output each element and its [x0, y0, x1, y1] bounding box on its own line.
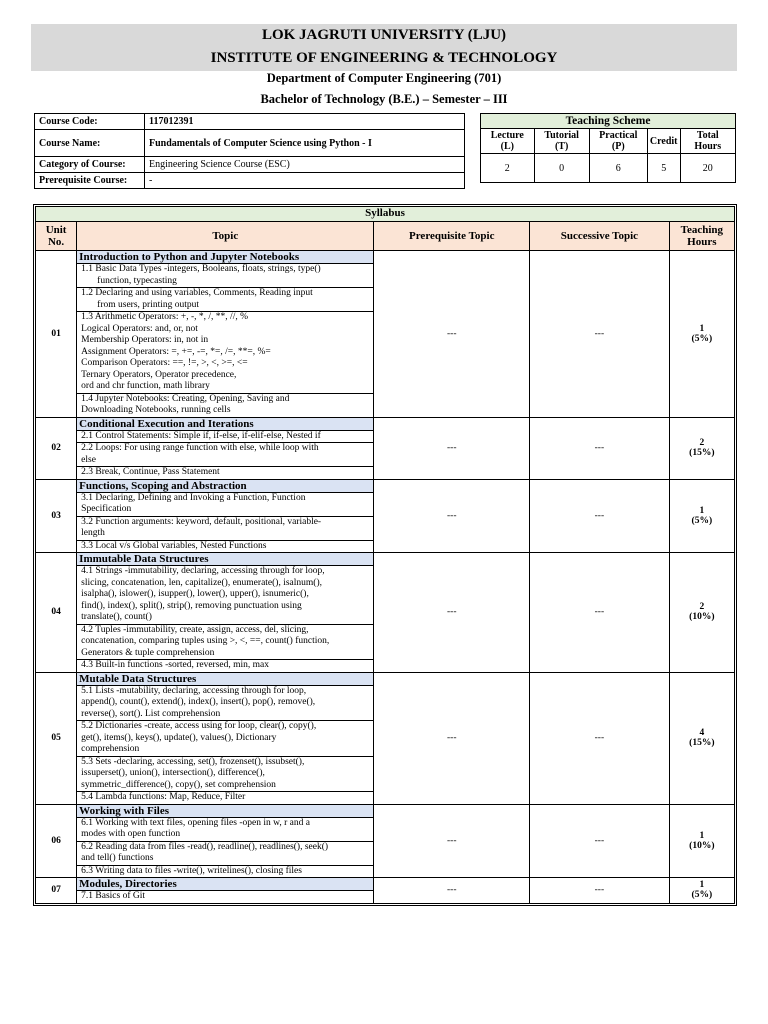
teaching-hours-value: 4	[699, 728, 705, 738]
topic-line: Ternary Operators, Operator precedence,	[81, 369, 237, 380]
syllabus-table	[35, 206, 735, 904]
topic-line: Downloading Notebooks, running cells	[81, 405, 231, 415]
total-hours-value: 20	[680, 154, 735, 183]
topic-line: 4.3 Built-in functions -sorted, reversed, min, max	[81, 660, 270, 670]
tutorial-header: Tutorial (T)	[534, 129, 589, 154]
unit-header-row	[36, 553, 735, 566]
topic-line: 5.1 Lists -mutability, declaring, accessing through for loop,	[81, 685, 307, 696]
syllabus-section	[33, 204, 737, 906]
topic-line: 3.3 Local v/s Global variables, Nested Functions	[81, 540, 267, 551]
unit-number: 02	[36, 417, 77, 479]
successive-topic: ---	[530, 251, 670, 418]
credit-value: 5	[647, 154, 680, 183]
topic-line: translate(), count()	[81, 612, 152, 622]
teaching-hours-value: 1	[699, 505, 705, 516]
topic-line: issuperset(), union(), intersection(), difference(),	[81, 768, 265, 778]
unit-title: Modules, Directories	[77, 878, 374, 891]
successive-topic: ---	[530, 672, 670, 804]
practical-header: Practical (P)	[589, 129, 647, 154]
topic-line: 4.2 Tuples -immutability, create, assign, access, del, slicing,	[81, 624, 309, 635]
teaching-scheme-table	[480, 113, 736, 183]
topic-line: and tell() functions	[81, 853, 154, 863]
topic-line: concatenation, comparing tuples using >, <, ==, count() function,	[81, 636, 330, 646]
course-category-value: Engineering Science Course (ESC)	[145, 157, 465, 173]
unit-header-row	[36, 251, 735, 264]
teaching-hours	[669, 878, 734, 904]
topic-cell	[77, 540, 374, 553]
teaching-hours	[669, 804, 734, 878]
successive-topic: ---	[530, 878, 670, 904]
unit-title: Mutable Data Structures	[77, 672, 374, 685]
prerequisite-topic: ---	[374, 804, 530, 878]
topic-line: 1.3 Arithmetic Operators: +, -, *, /, **, //, %	[81, 312, 249, 322]
topic-line: Membership Operators: in, not in	[81, 335, 209, 345]
tutorial-value: 0	[534, 154, 589, 183]
unit-header-row	[36, 479, 735, 492]
unit-header-row	[36, 804, 735, 817]
unit-title: Functions, Scoping and Abstraction	[77, 479, 374, 492]
course-name-label: Course Name:	[35, 130, 145, 157]
topic-cell	[77, 660, 374, 673]
topic-cell	[77, 467, 374, 480]
topic-line: function, typecasting	[97, 275, 177, 286]
topic-line: Logical Operators: and, or, not	[81, 323, 198, 334]
prerequisite-topic-header: Prerequisite Topic	[374, 222, 530, 251]
topic-line: 5.2 Dictionaries -create, access using for loop, clear(), copy(),	[81, 721, 317, 731]
topic-line: comprehension	[81, 744, 140, 754]
teaching-hours-percent: (10%)	[689, 840, 715, 851]
teaching-hours-value: 1	[699, 323, 705, 334]
teaching-hours	[669, 417, 734, 479]
topic-line: 5.4 Lambda functions: Map, Reduce, Filter	[81, 792, 246, 802]
prerequisite-course-label: Prerequisite Course:	[35, 173, 145, 189]
topic-line: reverse(), sort(). List comprehension	[81, 708, 221, 719]
institute-name: INSTITUTE OF ENGINEERING & TECHNOLOGY	[210, 50, 558, 66]
prerequisite-topic: ---	[374, 878, 530, 904]
topic-line: append(), count(), extend(), index(), insert(), pop(), remove(),	[81, 697, 316, 707]
topic-cell	[77, 312, 374, 394]
topic-line: 3.1 Declaring, Defining and Invoking a Function, Function	[81, 492, 306, 503]
teaching-hours-percent: (15%)	[689, 448, 715, 458]
teaching-hours-value: 2	[699, 602, 705, 613]
successive-topic: ---	[530, 553, 670, 673]
topic-line: ord and chr function, math library	[81, 381, 210, 391]
teaching-hours	[669, 553, 734, 673]
teaching-hours-value: 2	[699, 438, 705, 448]
topic-line: 6.3 Writing data to files -write(), writelines(), closing files	[81, 865, 302, 876]
prerequisite-topic: ---	[374, 553, 530, 673]
teaching-hours-percent: (5%)	[691, 515, 713, 526]
teaching-hours-value: 1	[699, 880, 705, 891]
unit-title: Conditional Execution and Iterations	[77, 417, 374, 430]
prerequisite-topic: ---	[374, 479, 530, 553]
topic-cell	[77, 264, 374, 288]
topic-cell	[77, 721, 374, 757]
topic-line: 3.2 Function arguments: keyword, default, positional, variable-	[81, 516, 322, 527]
topic-cell	[77, 430, 374, 443]
topic-line: Specification	[81, 504, 132, 514]
topic-header: Topic	[77, 222, 374, 251]
topic-cell	[77, 492, 374, 516]
topic-line: 6.1 Working with text files, opening files -open in w, r and a	[81, 817, 310, 828]
successive-topic-header: Successive Topic	[530, 222, 670, 251]
successive-topic: ---	[530, 479, 670, 553]
credit-header: Credit	[647, 129, 680, 154]
topic-line: 4.1 Strings -immutability, declaring, accessing through for loop,	[81, 566, 325, 576]
teaching-scheme-title: Teaching Scheme	[481, 114, 736, 129]
teaching-hours-percent: (5%)	[691, 333, 713, 344]
unit-title: Immutable Data Structures	[77, 553, 374, 566]
teaching-hours-header: Teaching Hours	[669, 222, 734, 251]
teaching-hours-percent: (10%)	[689, 612, 715, 623]
course-category-label: Category of Course:	[35, 157, 145, 173]
university-name: LOK JAGRUTI UNIVERSITY (LJU)	[261, 27, 507, 43]
topic-line: 2.3 Break, Continue, Pass Statement	[81, 467, 220, 477]
topic-cell	[77, 756, 374, 792]
unit-title: Working with Files	[77, 804, 374, 817]
topic-line: find(), index(), split(), strip(), removing punctuation using	[81, 600, 302, 611]
course-info-table	[34, 113, 465, 189]
topic-cell	[77, 288, 374, 312]
topic-line: length	[81, 528, 105, 538]
topic-cell	[77, 566, 374, 625]
unit-number: 06	[36, 804, 77, 878]
topic-cell	[77, 685, 374, 721]
unit-title: Introduction to Python and Jupyter Notebooks	[77, 251, 374, 264]
unit-no-header: Unit No.	[36, 222, 77, 251]
topic-line: symmetric_difference(), copy(), set comprehension	[81, 779, 276, 790]
successive-topic: ---	[530, 804, 670, 878]
teaching-hours-percent: (5%)	[691, 890, 713, 901]
topic-cell	[77, 624, 374, 660]
department-name: Department of Computer Engineering (701)	[266, 71, 502, 85]
topic-cell	[77, 516, 374, 540]
teaching-hours	[669, 251, 734, 418]
topic-line: 1.4 Jupyter Notebooks: Creating, Opening, Saving and	[81, 393, 290, 404]
course-name-value: Fundamentals of Computer Science using Python - I	[145, 130, 465, 157]
topic-cell	[77, 792, 374, 805]
prerequisite-topic: ---	[374, 417, 530, 479]
successive-topic: ---	[530, 417, 670, 479]
topic-line: 1.1 Basic Data Types -integers, Booleans, floats, strings, type()	[81, 264, 321, 274]
teaching-hours	[669, 479, 734, 553]
topic-cell	[77, 891, 374, 904]
total-hours-header: Total Hours	[680, 129, 735, 154]
practical-value: 6	[589, 154, 647, 183]
topic-line: Assignment Operators: =, +=, -=, *=, /=, **=, %=	[81, 346, 271, 357]
topic-line: 5.3 Sets -declaring, accessing, set(), frozenset(), issubset(),	[81, 756, 305, 767]
topic-cell	[77, 443, 374, 467]
topic-cell	[77, 817, 374, 841]
topic-cell	[77, 393, 374, 417]
course-code-label: Course Code:	[35, 114, 145, 130]
unit-number: 04	[36, 553, 77, 673]
unit-header-row	[36, 417, 735, 430]
unit-header-row	[36, 878, 735, 891]
topic-line: 2.1 Control Statements: Simple if, if-else, if-elif-else, Nested if	[81, 430, 321, 441]
university-banner	[31, 24, 737, 71]
unit-header-row	[36, 672, 735, 685]
teaching-hours-value: 1	[699, 830, 705, 841]
topic-line: 2.2 Loops: For using range function with else, while loop with	[81, 443, 319, 453]
topic-cell	[77, 865, 374, 878]
program-name: Bachelor of Technology (B.E.) – Semester – III	[260, 92, 508, 106]
topic-line: isalpha(), islower(), isupper(), lower(), upper(), isnumeric(),	[81, 589, 309, 599]
topic-line: Generators & tuple comprehension	[81, 647, 215, 658]
topic-line: 7.1 Basics of Git	[81, 891, 146, 901]
lecture-value: 2	[481, 154, 535, 183]
course-code-value: 117012391	[145, 114, 465, 130]
prerequisite-topic: ---	[374, 251, 530, 418]
topic-line: slicing, concatenation, len, capitalize(), enumerate(), isalnum(),	[81, 577, 322, 588]
unit-number: 05	[36, 672, 77, 804]
lecture-header: Lecture (L)	[481, 129, 535, 154]
topic-cell	[77, 841, 374, 865]
topic-line: get(), items(), keys(), update(), values(), Dictionary	[81, 732, 277, 743]
topic-line: 6.2 Reading data from files -read(), readline(), readlines(), seek()	[81, 841, 329, 852]
unit-number: 07	[36, 878, 77, 904]
unit-number: 01	[36, 251, 77, 418]
topic-line: modes with open function	[81, 829, 181, 839]
syllabus-title: Syllabus	[36, 207, 735, 222]
prerequisite-course-value: -	[145, 173, 465, 189]
topic-line: 1.2 Declaring and using variables, Comments, Reading input	[81, 288, 313, 298]
teaching-hours	[669, 672, 734, 804]
topic-line: Comparison Operators: ==, !=, >, <, >=, <=	[81, 358, 248, 368]
teaching-hours-percent: (15%)	[689, 738, 715, 748]
topic-line: from users, printing output	[97, 299, 200, 310]
prerequisite-topic: ---	[374, 672, 530, 804]
unit-number: 03	[36, 479, 77, 553]
topic-line: else	[81, 454, 96, 465]
